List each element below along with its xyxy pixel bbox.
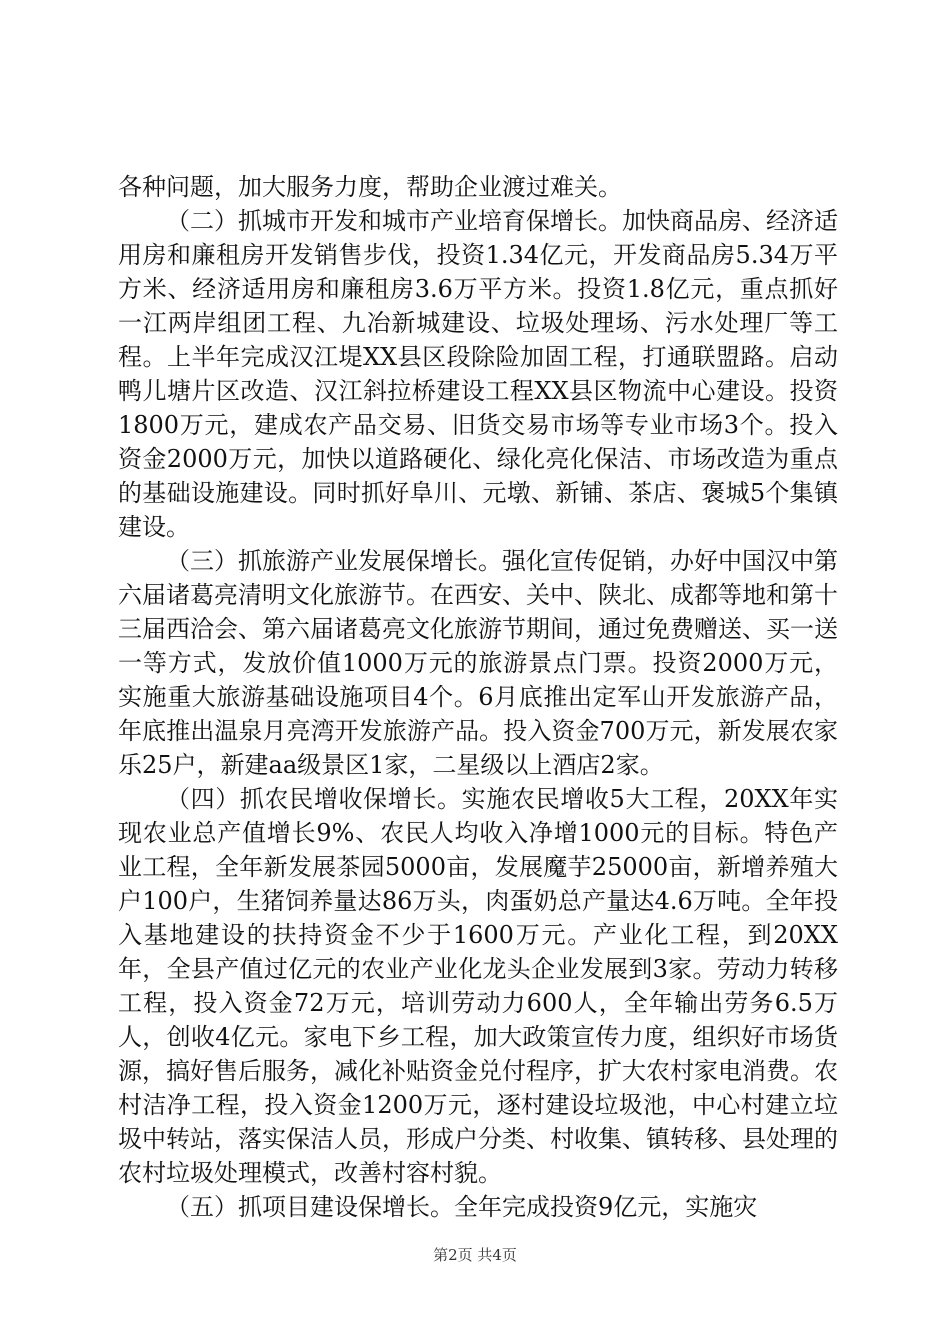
page-footer: 第2页 共4页 (433, 1246, 517, 1264)
paragraph-tourism: （三）抓旅游产业发展保增长。强化宣传促销，办好中国汉中第六届诸葛亮清明文化旅游节。在西安、关中、陕北、成都等地和第十三届西洽会、第六届诸葛亮文化旅游节期间，通过免费赠送、买一送一等方式，发放价值1000万元的旅游景点门票。投资2000万元，实施重大旅游基础设施项目4个。6月底推出定军山开发旅游产品，年底推出温泉月亮湾开发旅游产品。投入资金700万元，新发展农家乐25户，新建aa级景区1家，二星级以上酒店2家。 (118, 547, 838, 779)
paragraph-project-construction: （五）抓项目建设保增长。全年完成投资9亿元，实施灾 (166, 1193, 758, 1221)
paragraph-continuation: 各种问题，加大服务力度，帮助企业渡过难关。 (118, 173, 622, 201)
paragraph-farmer-income: （四）抓农民增收保增长。实施农民增收5大工程，20XX年实现农业总产值增长9%、农民人均收入净增1000元的目标。特色产业工程，全年新发展茶园5000亩，发展魔芋25000亩，新增养殖大户100户，生猪饲养量达86万头，肉蛋奶总产量达4.6万吨。全年投入基地建设的扶持资金不少于1600万元。产业化工程，到20XX年，全县产值过亿元的农业产业化龙头企业发展到3家。劳动力转移工程，投入资金72万元，培训劳动力600人，全年输出劳务6.5万人，创收4亿元。家电下乡工程，加大政策宣传力度，组织好市场货源，搞好售后服务，减化补贴资金兑付程序，扩大农村家电消费。农村洁净工程，投入资金1200万元，逐村建设垃圾池，中心村建立垃圾中转站，落实保洁人员，形成户分类、村收集、镇转移、县处理的农村垃圾处理模式，改善村容村貌。 (118, 785, 838, 1187)
paragraph-urban-development: （二）抓城市开发和城市产业培育保增长。加快商品房、经济适用房和廉租房开发销售步伐，投资1.34亿元，开发商品房5.34万平方米、经济适用房和廉租房3.6万平方米。投资1.8亿元，重点抓好一江两岸组团工程、九冶新城建设、垃圾处理场、污水处理厂等工程。上半年完成汉江堤XX县区段除险加固工程，打通联盟路。启动鸭儿塘片区改造、汉江斜拉桥建设工程XX县区物流中心建设。投资1800万元，建成农产品交易、旧货交易市场等专业市场3个。投入资金2000万元，加快以道路硬化、绿化亮化保洁、市场改造为重点的基础设施建设。同时抓好阜川、元墩、新铺、茶店、褒城5个集镇建设。 (118, 207, 838, 541)
document-body (118, 170, 838, 1224)
